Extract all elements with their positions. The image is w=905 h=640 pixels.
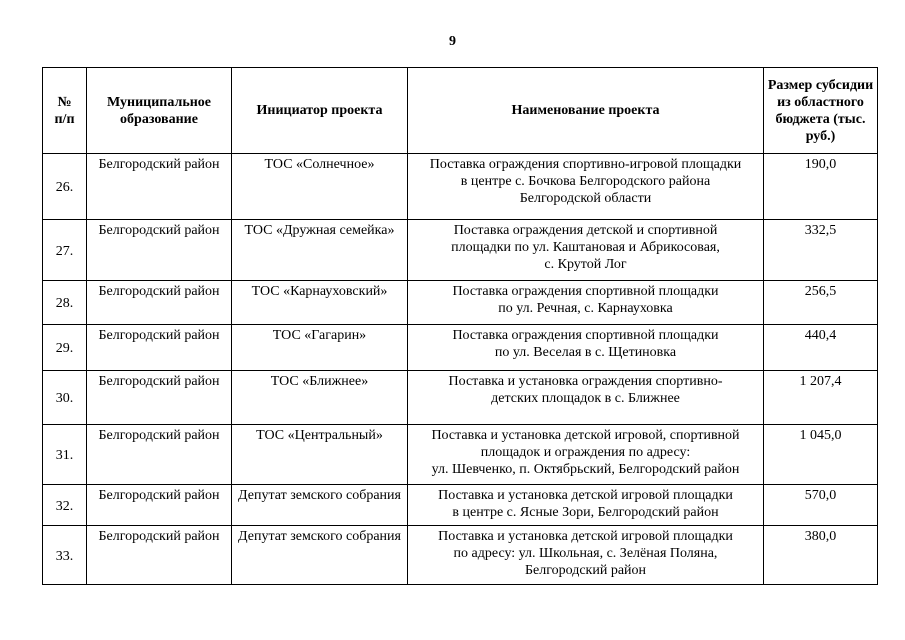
row-municipality: Белгородский район [87,371,232,425]
header-municipality: Муниципальное образование [87,68,232,154]
row-initiator: ТОС «Солнечное» [232,154,408,220]
row-municipality: Белгородский район [87,281,232,325]
row-project: Поставка и установка ограждения спортивно- детских площадок в с. Ближнее [408,371,764,425]
row-subsidy: 570,0 [764,485,878,526]
row-municipality: Белгородский район [87,220,232,281]
row-number: 26. [43,154,87,220]
row-initiator: ТОС «Карнауховский» [232,281,408,325]
subsidy-table [42,67,878,585]
row-project: Поставка ограждения спортивно-игровой площадки в центре с. Бочкова Белгородского района Белгородской области [408,154,764,220]
row-number: 30. [43,371,87,425]
row-municipality: Белгородский район [87,425,232,485]
row-initiator: ТОС «Ближнее» [232,371,408,425]
row-project: Поставка и установка детской игровой площадки по адресу: ул. Школьная, с. Зелёная Поляна, Белгородский район [408,526,764,585]
row-municipality: Белгородский район [87,485,232,526]
row-project: Поставка и установка детской игровой площадки в центре с. Ясные Зори, Белгородский район [408,485,764,526]
row-number: 31. [43,425,87,485]
header-subsidy: Размер субсидии из областного бюджета (тыс. руб.) [764,68,878,154]
row-initiator: ТОС «Дружная семейка» [232,220,408,281]
row-municipality: Белгородский район [87,154,232,220]
table-row [43,220,878,281]
row-subsidy: 1 207,4 [764,371,878,425]
header-initiator: Инициатор проекта [232,68,408,154]
row-initiator: ТОС «Гагарин» [232,325,408,371]
row-municipality: Белгородский район [87,526,232,585]
row-number: 32. [43,485,87,526]
page-number: 9 [449,34,456,49]
table-row [43,281,878,325]
row-initiator: ТОС «Центральный» [232,425,408,485]
table-row [43,526,878,585]
table-row [43,485,878,526]
row-municipality: Белгородский район [87,325,232,371]
row-number: 27. [43,220,87,281]
table-row [43,325,878,371]
table-header-row [43,68,878,154]
row-initiator: Депутат земского собрания [232,526,408,585]
table-row [43,371,878,425]
row-subsidy: 1 045,0 [764,425,878,485]
row-project: Поставка ограждения спортивной площадки по ул. Речная, с. Карнауховка [408,281,764,325]
row-project: Поставка ограждения спортивной площадки по ул. Веселая в с. Щетиновка [408,325,764,371]
row-subsidy: 190,0 [764,154,878,220]
row-subsidy: 256,5 [764,281,878,325]
row-number: 33. [43,526,87,585]
table-row [43,425,878,485]
row-subsidy: 440,4 [764,325,878,371]
row-number: 28. [43,281,87,325]
row-subsidy: 380,0 [764,526,878,585]
header-num: № п/п [43,68,87,154]
table-row [43,154,878,220]
row-number: 29. [43,325,87,371]
row-project: Поставка и установка детской игровой, спортивной площадок и ограждения по адресу: ул. Шевченко, п. Октябрьский, Белгородский район [408,425,764,485]
row-subsidy: 332,5 [764,220,878,281]
header-project: Наименование проекта [408,68,764,154]
row-initiator: Депутат земского собрания [232,485,408,526]
row-project: Поставка ограждения детской и спортивной площадки по ул. Каштановая и Абрикосовая, с. Крутой Лог [408,220,764,281]
